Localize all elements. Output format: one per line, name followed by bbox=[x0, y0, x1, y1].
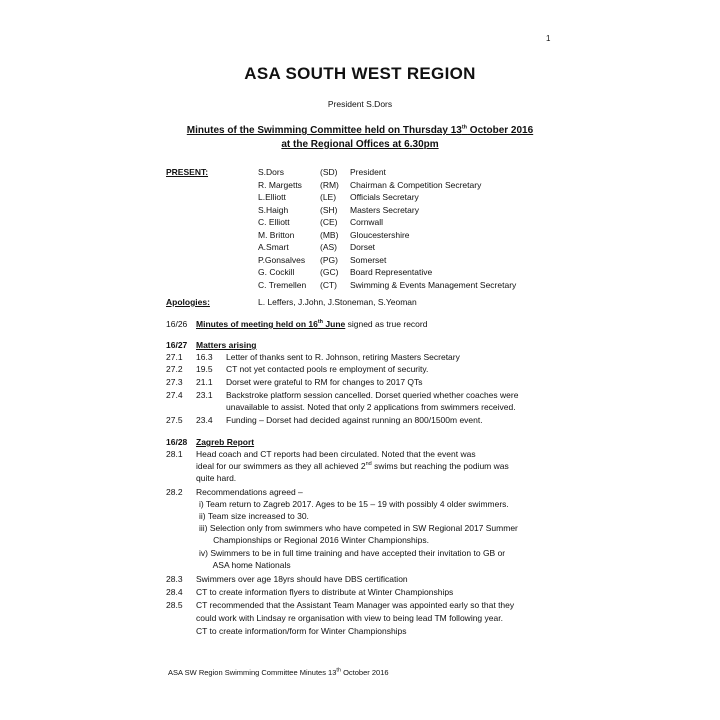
matter-ref: 21.1 bbox=[196, 377, 213, 387]
matter-number: 27.2 bbox=[166, 364, 183, 374]
page-number: 1 bbox=[546, 34, 551, 43]
present-role: Dorset bbox=[350, 242, 376, 252]
matter-number: 27.1 bbox=[166, 352, 183, 362]
matter-ref: 19.5 bbox=[196, 364, 213, 374]
president-line: President S.Dors bbox=[327, 99, 393, 109]
para-number: 28.1 bbox=[166, 449, 183, 459]
recommendation-line: i) Team return to Zagreb 2017. Ages to be 15 – 19 with possibly 4 older swimmers. bbox=[199, 499, 509, 509]
footer-sup: th bbox=[336, 667, 341, 674]
present-name: L.Elliott bbox=[258, 192, 286, 202]
recommendation-line: iii) Selection only from swimmers who have competed in SW Regional 2017 Summer bbox=[199, 523, 518, 533]
present-role: Chairman & Competition Secretary bbox=[350, 179, 482, 190]
present-initials: (RM) bbox=[320, 179, 339, 190]
page-footer bbox=[168, 668, 389, 677]
para-text bbox=[196, 461, 509, 473]
present-name: G. Cockill bbox=[258, 267, 295, 277]
para-text: Recommendations agreed – bbox=[196, 487, 303, 497]
present-initials: (CT) bbox=[320, 279, 337, 290]
minutes-heading-line1 bbox=[0, 125, 720, 136]
matter-ref: 23.1 bbox=[196, 390, 213, 400]
para-text-part: ideal for our swimmers as they all achieved 2 bbox=[196, 461, 366, 471]
item-16-26-text bbox=[196, 319, 427, 331]
item-title-end: June bbox=[323, 319, 346, 329]
apologies-label: Apologies: bbox=[166, 297, 210, 307]
para-sup: nd bbox=[365, 461, 372, 468]
present-label: PRESENT: bbox=[166, 167, 209, 177]
para-number: 28.4 bbox=[166, 587, 183, 597]
present-name: S.Haigh bbox=[258, 204, 289, 215]
item-title bbox=[196, 319, 345, 329]
para-text: Head coach and CT reports had been circulated. Noted that the event was bbox=[196, 449, 476, 459]
recommendation-line: Championships or Regional 2016 Winter Championships. bbox=[206, 535, 430, 545]
item-number: 16/27 bbox=[166, 340, 188, 350]
present-role: Gloucestershire bbox=[350, 229, 410, 240]
present-role: Somerset bbox=[350, 254, 387, 265]
para-number: 28.2 bbox=[166, 487, 183, 497]
present-role: Cornwall bbox=[350, 217, 384, 227]
para-text: quite hard. bbox=[196, 473, 237, 483]
present-initials: (PG) bbox=[320, 254, 338, 265]
present-name: A.Smart bbox=[258, 242, 289, 252]
para-number: 28.5 bbox=[166, 600, 183, 610]
heading-sup: th bbox=[461, 124, 468, 131]
present-initials: (AS) bbox=[320, 242, 337, 252]
present-role: President bbox=[350, 167, 386, 177]
present-name: S.Dors bbox=[258, 167, 284, 177]
para-text: CT to create information flyers to distribute at Winter Championships bbox=[196, 587, 454, 597]
para-text: could work with Lindsay re organisation with view to being lead TM following year. bbox=[196, 613, 503, 623]
present-role: Masters Secretary bbox=[350, 204, 419, 215]
para-text: CT recommended that the Assistant Team Manager was appointed early so that they bbox=[196, 600, 515, 610]
present-initials: (LE) bbox=[320, 192, 337, 202]
para-text-part: swims but reaching the podium was bbox=[371, 461, 509, 471]
present-name: P.Gonsalves bbox=[258, 254, 306, 265]
matter-text: unavailable to assist. Noted that only 2 applications from swimmers received. bbox=[226, 402, 516, 412]
matter-ref: 23.4 bbox=[196, 415, 213, 425]
apologies-text: L. Leffers, J.John, J.Stoneman, S.Yeoman bbox=[258, 297, 417, 307]
matter-text: Letter of thanks sent to R. Johnson, retiring Masters Secretary bbox=[226, 352, 460, 362]
present-role: Board Representative bbox=[350, 267, 433, 277]
heading-text-end: October 2016 bbox=[467, 125, 534, 136]
para-text: Swimmers over age 18yrs should have DBS certification bbox=[196, 574, 408, 584]
item-number: 16/28 bbox=[166, 437, 188, 447]
present-name: C. Elliott bbox=[258, 217, 290, 227]
present-initials: (MB) bbox=[320, 229, 339, 240]
footer-text: ASA SW Region Swimming Committee Minutes 13 bbox=[168, 668, 337, 677]
matter-number: 27.5 bbox=[166, 415, 183, 425]
item-title-text: Minutes of meeting held on 16 bbox=[196, 319, 318, 329]
present-initials: (SH) bbox=[320, 204, 338, 215]
recommendation-line: ASA home Nationals bbox=[206, 560, 291, 570]
matter-ref: 16.3 bbox=[196, 352, 213, 362]
matter-text: CT not yet contacted pools re employment of security. bbox=[226, 364, 429, 374]
minutes-heading-line2: at the Regional Offices at 6.30pm bbox=[281, 139, 439, 150]
item-title: Zagreb Report bbox=[196, 437, 255, 447]
matter-number: 27.4 bbox=[166, 390, 183, 400]
matter-number: 27.3 bbox=[166, 377, 183, 387]
para-number: 28.3 bbox=[166, 574, 183, 584]
present-name: R. Margetts bbox=[258, 179, 302, 190]
present-initials: (CE) bbox=[320, 217, 338, 227]
present-initials: (SD) bbox=[320, 167, 338, 177]
document-title: ASA SOUTH WEST REGION bbox=[244, 64, 476, 83]
heading-text: Minutes of the Swimming Committee held on Thursday 13 bbox=[186, 125, 462, 136]
matter-text: Backstroke platform session cancelled. Dorset queried whether coaches were bbox=[226, 390, 519, 400]
matter-text: Funding – Dorset had decided against running an 800/1500m event. bbox=[226, 415, 483, 425]
present-role: Swimming & Events Management Secretary bbox=[350, 279, 517, 290]
matter-text: Dorset were grateful to RM for changes to 2017 QTs bbox=[226, 377, 423, 387]
recommendation-line: ii) Team size increased to 30. bbox=[199, 511, 309, 521]
present-initials: (GC) bbox=[320, 267, 339, 277]
item-rest: signed as true record bbox=[345, 319, 428, 329]
present-name: M. Britton bbox=[258, 229, 295, 240]
item-title-sup: th bbox=[317, 319, 324, 326]
footer-text-end: October 2016 bbox=[341, 668, 389, 677]
present-role: Officials Secretary bbox=[350, 192, 419, 202]
present-name: C. Tremellen bbox=[258, 279, 307, 290]
item-number: 16/26 bbox=[166, 319, 188, 329]
recommendation-line: iv) Swimmers to be in full time training and have accepted their invitation to GB or bbox=[199, 548, 506, 558]
item-title: Matters arising bbox=[196, 340, 257, 350]
para-text: CT to create information/form for Winter Championships bbox=[196, 626, 407, 636]
